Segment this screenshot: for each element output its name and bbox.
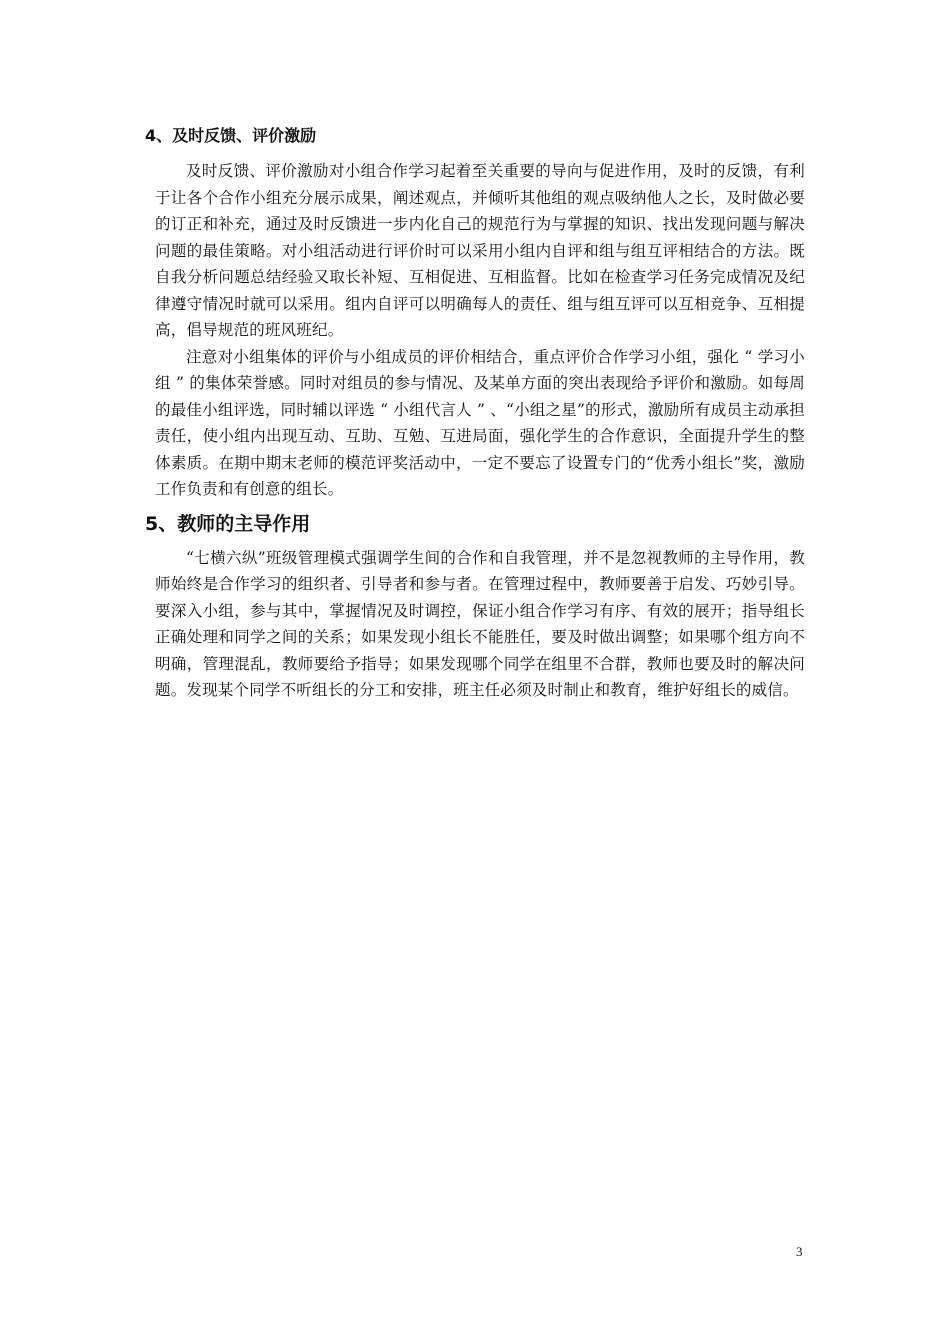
section-5-paragraph-1: “七横六纵”班级管理模式强调学生间的合作和自我管理，并不是忽视教师的主导作用，教师始终是合作学习的组织者、引导者和参与者。在管理过程中，教师要善于启发、巧妙引导。要深入小组，参与其中，掌握情况及时调控，保证小组合作学习有序、有效的展开；指导组长正确处理和同学之间的关系；如果发现小组长不能胜任，要及时做出调整；如果哪个组方向不明确，管理混乱，教师要给予指导；如果发现哪个同学在组里不合群，教师也要及时的解决问题。发现某个同学不听组长的分工和安排，班主任必须及时制止和教育，维护好组长的威信。: [155, 548, 805, 699]
page-number: 3: [796, 1244, 803, 1259]
page-content: [145, 124, 805, 704]
section-4-heading: 4、及时反馈、评价激励: [145, 126, 317, 145]
section-5-heading: 5、教师的主导作用: [145, 512, 311, 535]
section-4-paragraph-2: 注意对小组集体的评价与小组成员的评价相结合，重点评价合作学习小组，强化 “ 学习小组 ” 的集体荣誉感。同时对组员的参与情况、及某单方面的突出表现给予评价和激励。如每周的最佳小组评选，同时辅以评选 “ 小组代言人 ” 、“小组之星”的形式，激励所有成员主动承担责任，使小组内出现互动、互助、互勉、互进局面，强化学生的合作意识，全面提升学生的整体素质。在期中期末老师的模范评奖活动中，一定不要忘了设置专门的“优秀小组长”奖，激励工作负责和有创意的组长。: [155, 347, 805, 498]
section-4-paragraph-1: 及时反馈、评价激励对小组合作学习起着至关重要的导向与促进作用，及时的反馈，有利于让各个合作小组充分展示成果，阐述观点，并倾听其他组的观点吸纳他人之长，及时做必要的订正和补充，通过及时反馈进一步内化自己的规范行为与掌握的知识、找出发现问题与解决问题的最佳策略。对小组活动进行评价时可以采用小组内自评和组与组互评相结合的方法。既自我分析问题总结经验又取长补短、互相促进、互相监督。比如在检查学习任务完成情况及纪律遵守情况时就可以采用。组内自评可以明确每人的责任、组与组互评可以互相竞争、互相提高，倡导规范的班风班纪。: [155, 162, 805, 339]
